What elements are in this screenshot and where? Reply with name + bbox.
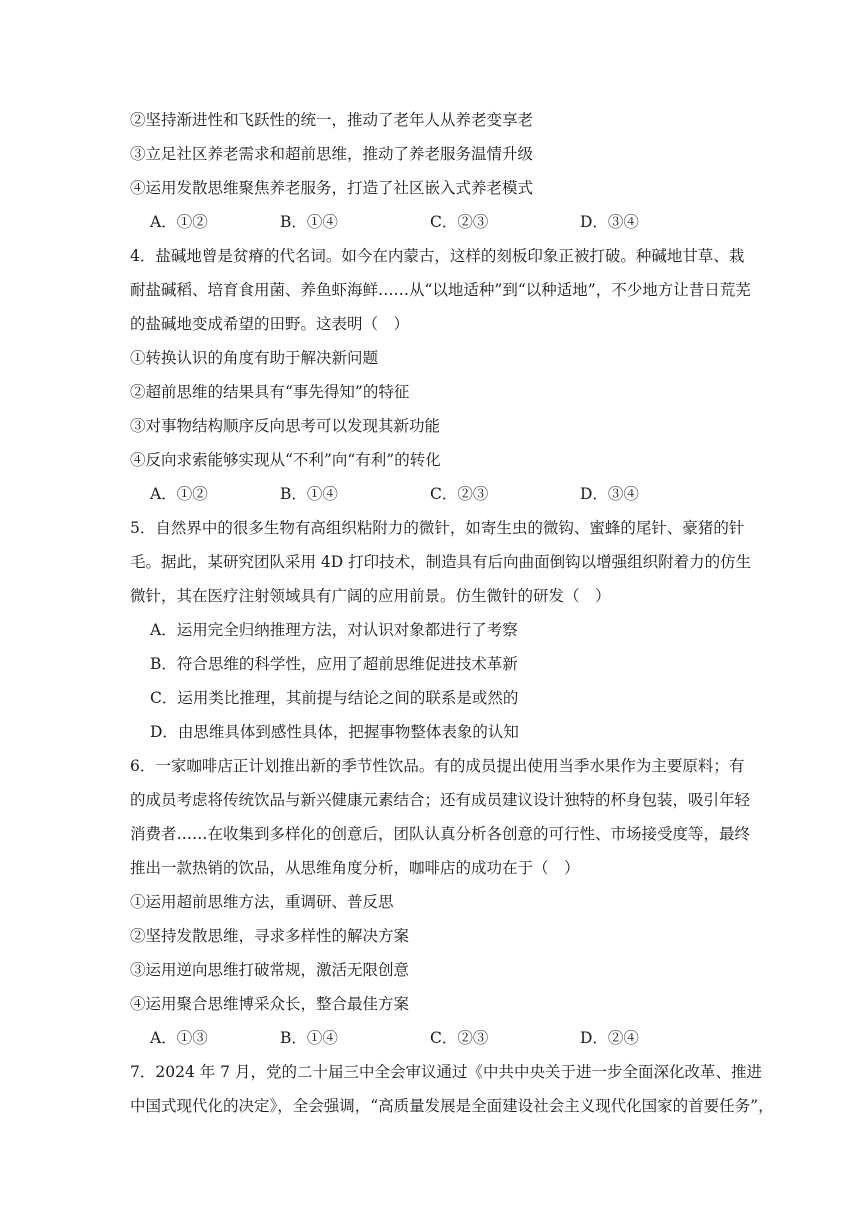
q5-option-d[interactable]: D．由思维具体到感性具体，把握事物整体表象的认知 (150, 723, 519, 741)
q7-stem-line-2: 中国式现代化的决定》，全会强调，“高质量发展是全面建设社会主义现代化国家的首要任务”， (130, 1097, 774, 1115)
q6-option-b[interactable]: B．①④ (280, 1029, 338, 1047)
q4-statement-3: ③对事物结构顺序反向思考可以发现其新功能 (130, 417, 441, 435)
q6-option-c[interactable]: C．②③ (430, 1029, 489, 1047)
q7-stem-line-1: 7．2024 年 7 月，党的二十届三中全会审议通过《中共中央关于进一步全面深化改革、推进 (130, 1063, 762, 1081)
q6-stem-line-4: 推出一款热销的饮品，从思维角度分析，咖啡店的成功在于（ ） (130, 859, 580, 877)
q5-stem-line-1: 5．自然界中的很多生物有高组织粘附力的微针，如寄生虫的微钩、蜜蜂的尾针、豪猪的针 (130, 519, 745, 537)
q3-option-b[interactable]: B．①④ (280, 213, 338, 231)
q6-stem-line-1: 6．一家咖啡店正计划推出新的季节性饮品。有的成员提出使用当季水果作为主要原料；有 (130, 757, 745, 775)
q4-stem-line-1: 4．盐碱地曾是贫瘠的代名词。如今在内蒙古，这样的刻板印象正被打破。种碱地甘草、栽 (130, 247, 745, 265)
q4-statement-2: ②超前思维的结果具有“事先得知”的特征 (130, 383, 410, 401)
q6-statement-3: ③运用逆向思维打破常规，激活无限创意 (130, 961, 410, 979)
q6-option-a[interactable]: A．①③ (150, 1029, 208, 1047)
q4-option-a[interactable]: A．①② (150, 485, 208, 503)
q3-statement-4: ④运用发散思维聚焦养老服务，打造了社区嵌入式养老模式 (130, 179, 534, 197)
q4-stem-line-3: 的盐碱地变成希望的田野。这表明（ ） (130, 315, 410, 333)
q5-option-b[interactable]: B．符合思维的科学性，应用了超前思维促进技术革新 (150, 655, 518, 673)
q3-statement-2: ②坚持渐进性和飞跃性的统一，推动了老年人从养老变享老 (130, 111, 534, 129)
q3-option-d[interactable]: D．③④ (580, 213, 639, 231)
q6-stem-line-3: 消费者……在收集到多样化的创意后，团队认真分析各创意的可行性、市场接受度等，最终 (130, 825, 751, 843)
q6-stem-line-2: 的成员考虑将传统饮品与新兴健康元素结合；还有成员建议设计独特的杯身包装，吸引年轻 (130, 791, 751, 809)
q3-statement-3: ③立足社区养老需求和超前思维，推动了养老服务温情升级 (130, 145, 534, 163)
q5-option-c[interactable]: C．运用类比推理，其前提与结论之间的联系是或然的 (150, 689, 519, 707)
q3-options (150, 212, 710, 232)
q6-statement-2: ②坚持发散思维，寻求多样性的解决方案 (130, 927, 410, 945)
q4-statement-4: ④反向求索能够实现从“不利”向“有利”的转化 (130, 451, 441, 469)
q5-stem-line-3: 微针，其在医疗注射领域具有广阔的应用前景。仿生微针的研发（ ） (130, 587, 611, 605)
q5-stem-line-2: 毛。据此，某研究团队采用 4D 打印技术，制造具有后向曲面倒钩以增强组织附着力的仿生 (130, 553, 752, 571)
q6-statement-4: ④运用聚合思维博采众长，整合最佳方案 (130, 995, 410, 1013)
q3-option-c[interactable]: C．②③ (430, 213, 489, 231)
q4-options (150, 484, 710, 504)
q4-option-b[interactable]: B．①④ (280, 485, 338, 503)
q4-option-d[interactable]: D．③④ (580, 485, 639, 503)
q5-option-a[interactable]: A．运用完全归纳推理方法，对认识对象都进行了考察 (150, 621, 518, 639)
q3-option-a[interactable]: A．①② (150, 213, 208, 231)
q6-statement-1: ①运用超前思维方法，重调研、普反思 (130, 893, 394, 911)
q4-statement-1: ①转换认识的角度有助于解决新问题 (130, 349, 379, 367)
q4-option-c[interactable]: C．②③ (430, 485, 489, 503)
q4-stem-line-2: 耐盐碱稻、培育食用菌、养鱼虾海鲜……从“以地适种”到“以种适地”，不少地方让昔日荒芜 (130, 281, 751, 299)
q6-option-d[interactable]: D．②④ (580, 1029, 639, 1047)
q6-options (150, 1028, 710, 1048)
